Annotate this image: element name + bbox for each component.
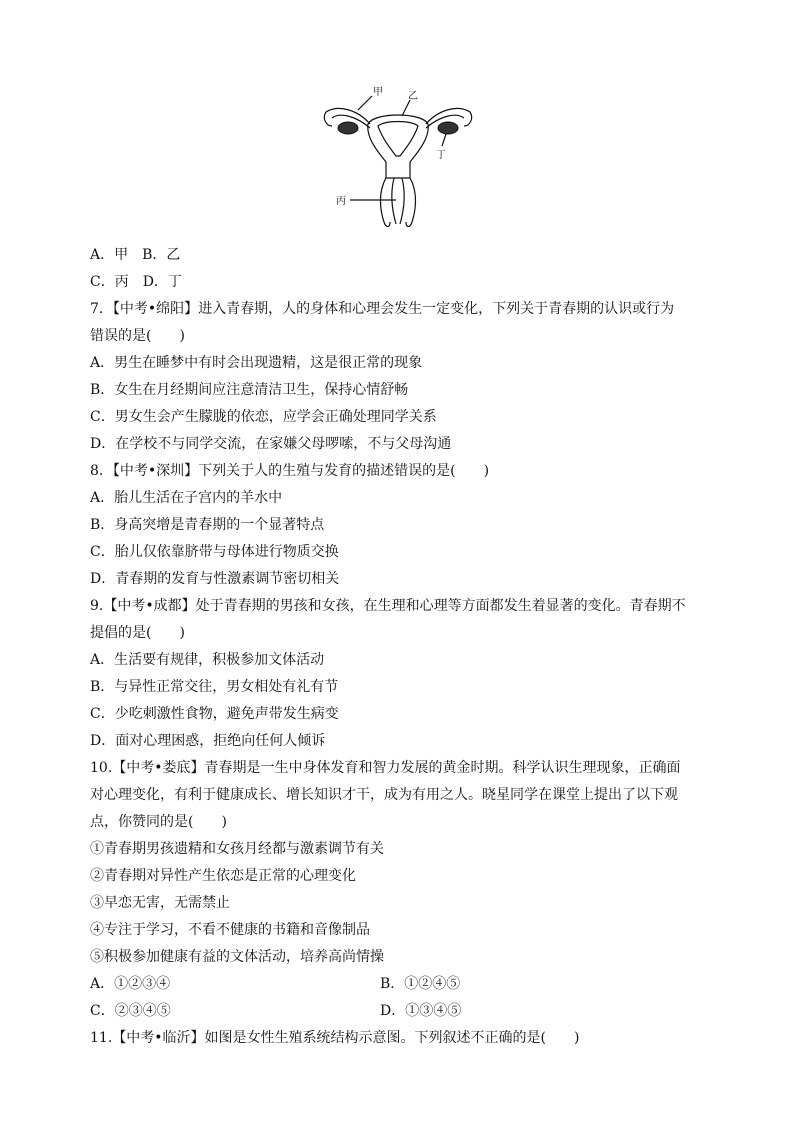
- label-yi: 乙: [408, 91, 418, 102]
- question-list: [90, 242, 730, 1052]
- q7-option-a: A．男生在睡梦中有时会出现遗精，这是很正常的现象: [90, 355, 423, 371]
- q6-option-cd: C．丙 D．丁: [90, 274, 182, 290]
- label-bing: 丙: [336, 196, 346, 207]
- q7-option-b: B．女生在月经期间应注意清洁卫生，保持心情舒畅: [90, 382, 409, 398]
- q8-stem: 8．【中考•深圳】下列关于人的生殖与发育的描述错误的是( ): [90, 463, 490, 479]
- q8-option-a: A．胎儿生活在子宫内的羊水中: [90, 490, 283, 506]
- q10-statement-1: ①青春期男孩遗精和女孩月经都与激素调节有关: [90, 841, 384, 857]
- q10-statement-2: ②青春期对异性产生依恋是正常的心理变化: [90, 868, 356, 884]
- q10-option-c: C．②③④⑤: [90, 1003, 171, 1019]
- q8-option-d: D．青春期的发育与性激素调节密切相关: [90, 571, 340, 587]
- q10-statement-5: ⑤积极参加健康有益的文体活动，培养高尚情操: [90, 949, 384, 965]
- vagina-right: [406, 178, 416, 227]
- q10-statement-4: ④专注于学习，不看不健康的书籍和音像制品: [90, 922, 370, 938]
- q7-stem-1: 7．【中考•绵阳】进入青春期，人的身体和心理会发生一定变化，下列关于青春期的认识或行为: [90, 301, 675, 317]
- q9-option-c: C．少吃刺激性食物，避免声带发生病变: [90, 706, 339, 722]
- q9-stem-1: 9.【中考•成都】处于青春期的男孩和女孩，在生理和心理等方面都发生着显著的变化。青春期不: [90, 598, 686, 614]
- leader-jia: [358, 96, 372, 110]
- diagram-svg: [318, 82, 478, 232]
- female-reproductive-diagram: [318, 82, 478, 232]
- q10-options-row-1: [90, 971, 730, 998]
- label-jia: 甲: [373, 87, 383, 98]
- q7-option-d: D．在学校不与同学交流，在家嫌父母啰嗦，不与父母沟通: [90, 436, 452, 452]
- q10-stem-1: 10.【中考•娄底】青春期是一生中身体发育和智力发展的黄金时期。科学认识生理现象，正确面: [90, 760, 681, 776]
- q9-option-d: D．面对心理困惑，拒绝向任何人倾诉: [90, 733, 326, 749]
- q10-stem-2: 对心理变化，有利于健康成长、增长知识才干，成为有用之人。晓星同学在课堂上提出了以下观: [90, 787, 678, 803]
- q9-stem-2: 提倡的是( ): [90, 625, 185, 641]
- q8-option-c: C．胎儿仅依靠脐带与母体进行物质交换: [90, 544, 339, 560]
- q6-option-ab: A．甲 B．乙: [90, 247, 181, 263]
- q10-option-b: B．①②④⑤: [380, 976, 461, 992]
- q10-option-d: D．①③④⑤: [380, 1003, 462, 1019]
- q9-option-a: A．生活要有规律，积极参加文体活动: [90, 652, 325, 668]
- label-ding: 丁: [436, 150, 446, 161]
- q10-option-a: A．①②③④: [90, 976, 171, 992]
- q7-stem-2: 错误的是( ): [90, 328, 185, 344]
- left-ovary: [338, 122, 358, 134]
- right-ovary: [438, 122, 458, 134]
- q10-statement-3: ③早恋无害，无需禁止: [90, 895, 230, 911]
- q11-stem: 11.【中考•临沂】如图是女性生殖系统结构示意图。下列叙述不正确的是( ): [90, 1030, 580, 1046]
- q9-option-b: B．与异性正常交往，男女相处有礼有节: [90, 679, 339, 695]
- uterus-outline: [368, 115, 428, 178]
- uterus-cavity: [378, 122, 418, 157]
- q10-stem-3: 点，你赞同的是( ): [90, 814, 227, 830]
- leader-yi: [402, 100, 410, 116]
- vagina-left: [381, 178, 391, 227]
- q10-options-row-2: [90, 998, 730, 1025]
- vagina-inner-left: [392, 178, 396, 224]
- q8-option-b: B．身高突增是青春期的一个显著特点: [90, 517, 325, 533]
- q7-option-c: C．男女生会产生朦胧的依恋，应学会正确处理同学关系: [90, 409, 437, 425]
- vagina-inner-right: [400, 178, 404, 224]
